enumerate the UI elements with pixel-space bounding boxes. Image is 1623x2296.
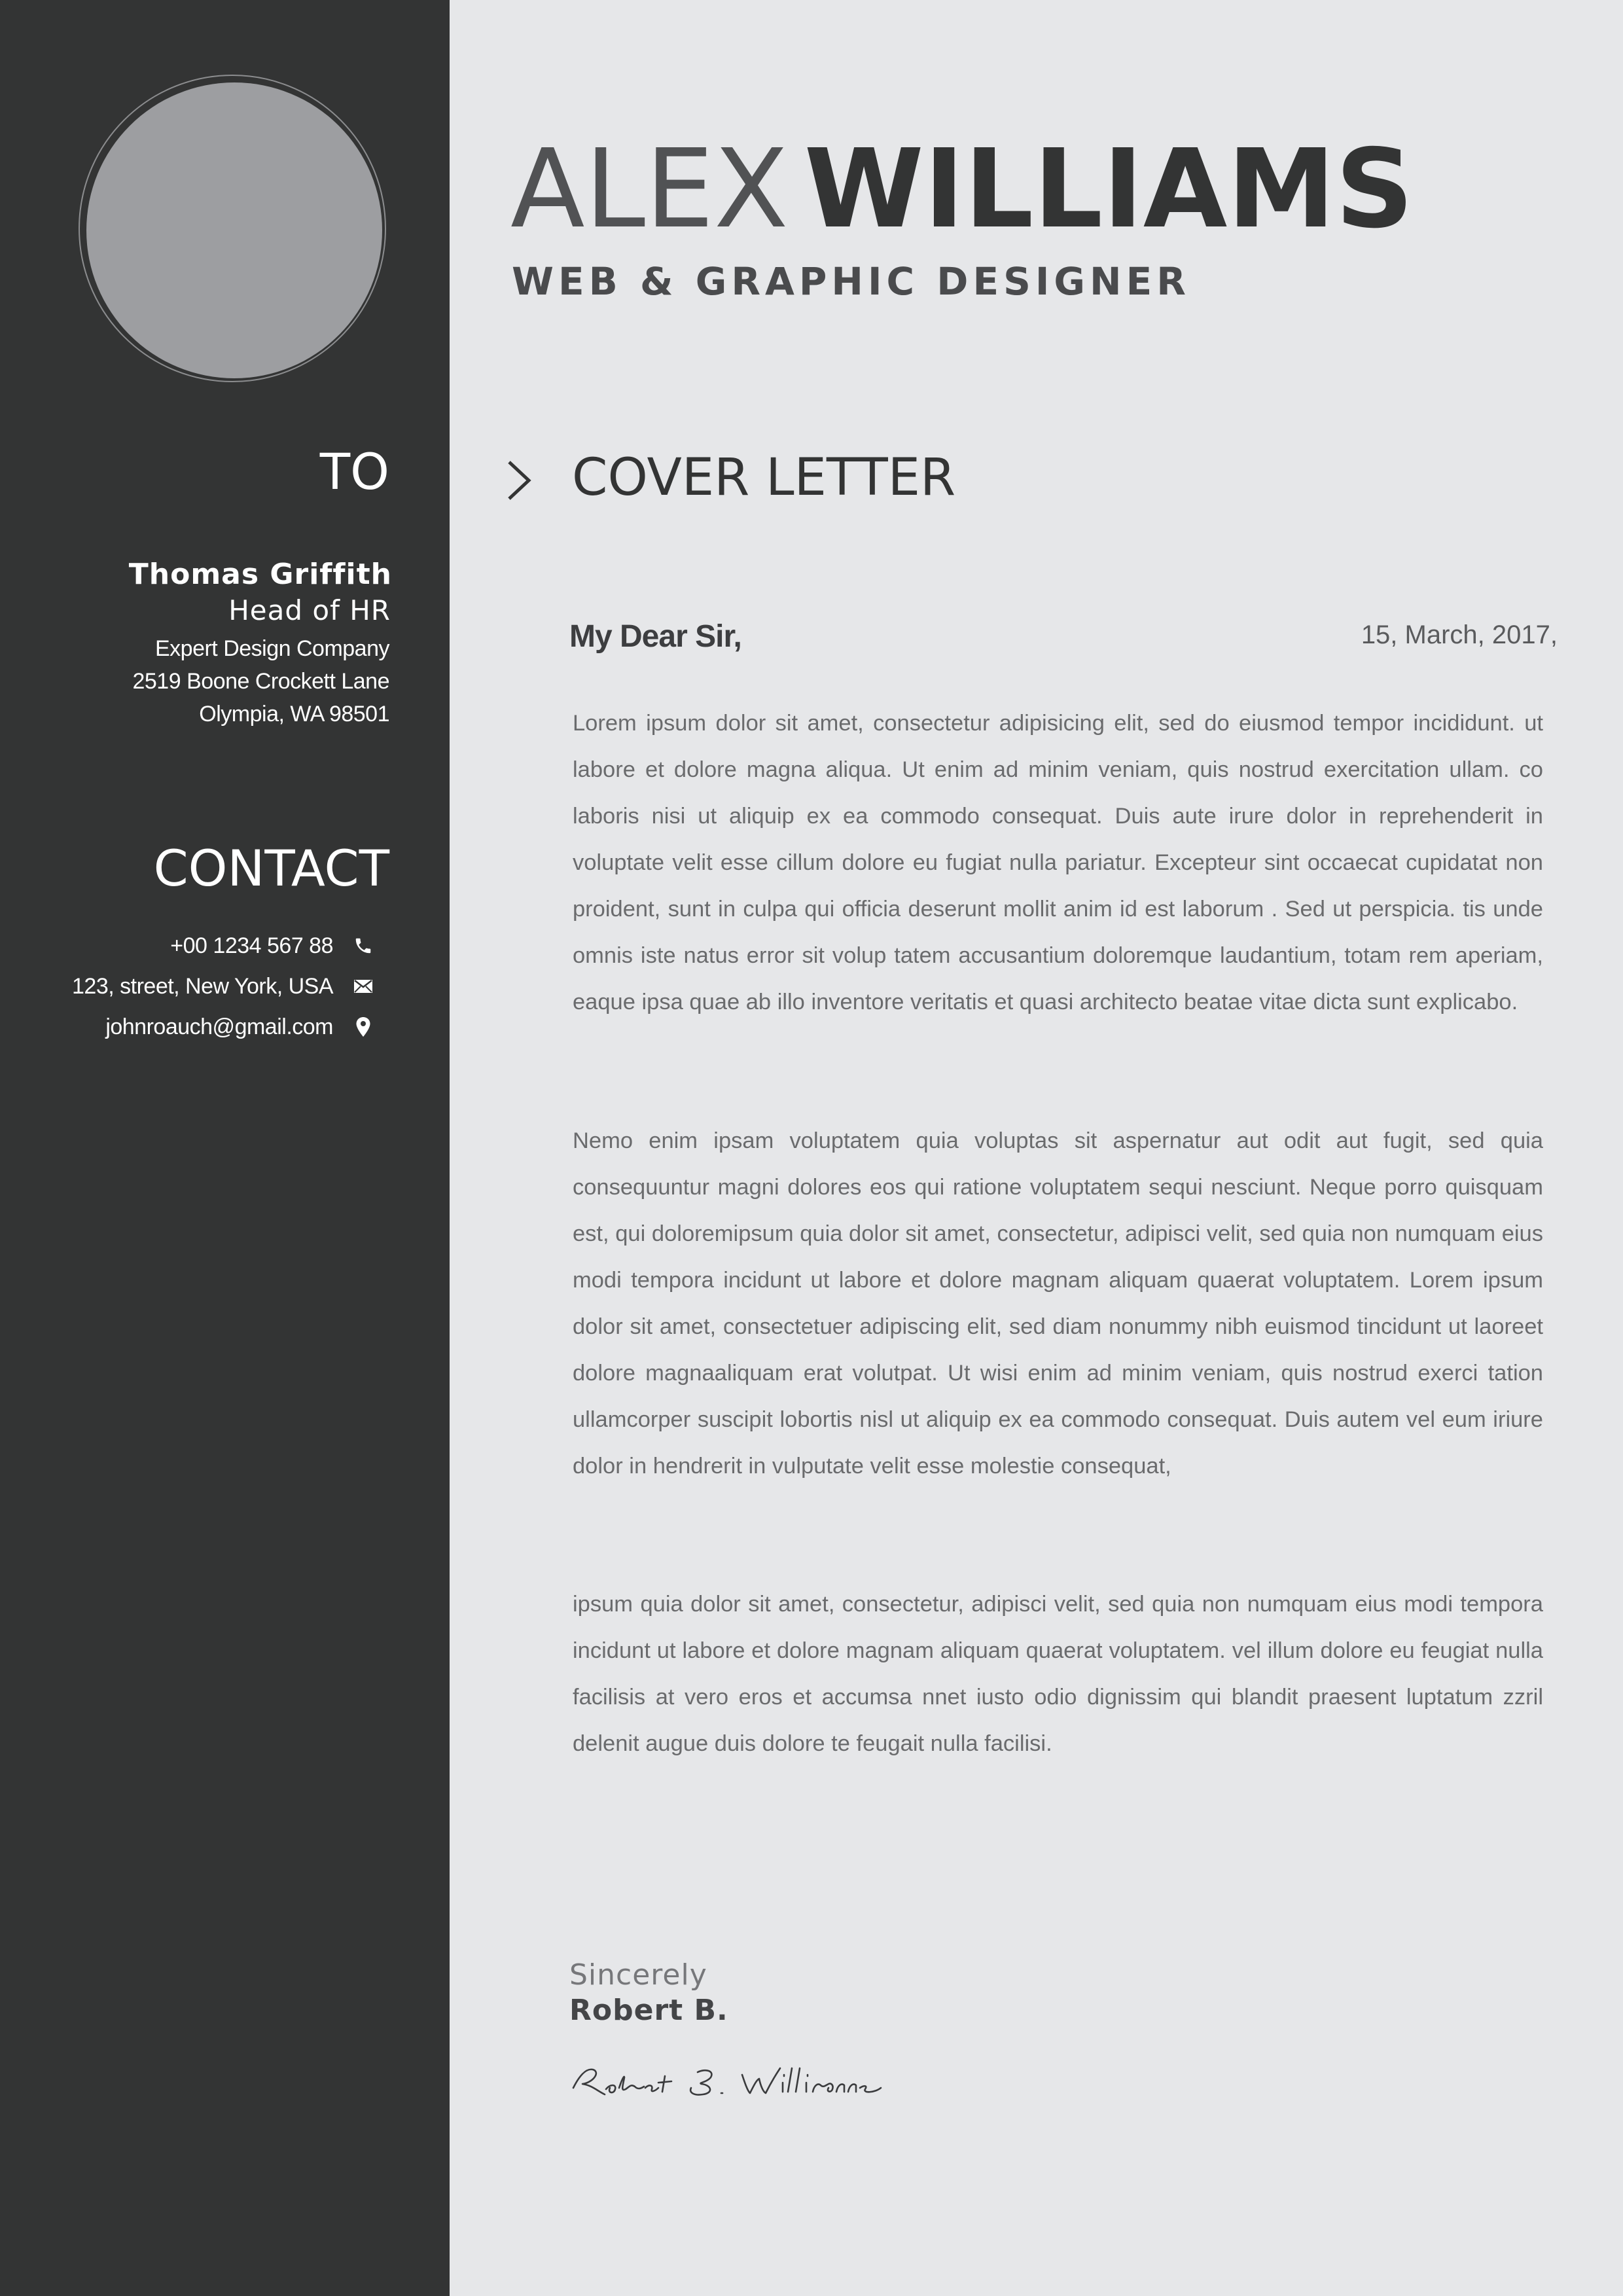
recipient-city: Olympia, WA 98501	[199, 702, 389, 726]
sidebar	[0, 0, 450, 2296]
contact-email	[105, 1007, 376, 1047]
applicant-first-name: ALEX	[510, 126, 789, 253]
letter-paragraph: ipsum quia dolor sit amet, consectetur, adipisci velit, sed quia non numquam eius modi tempora incidunt ut labore et dolore magnam aliquam quaerat voluptatem. vel illum dolore eu feugiat nulla facilisis at vero eros et accumsa nnet iusto odio dignissim qui blandit praesent luptatum zzril delenit augue duis dolore te feugait nulla facilisi.	[573, 1592, 1543, 1756]
contact-phone	[170, 925, 376, 966]
job-title: WEB & GRAPHIC DESIGNER	[512, 259, 1190, 304]
phone-icon	[350, 933, 376, 959]
recipient-street: 2519 Boone Crockett Lane	[132, 669, 389, 694]
section-title: COVER LETTER	[572, 448, 956, 507]
applicant-last-name: WILLIAMS	[804, 126, 1414, 253]
contact-phone-text: +00 1234 567 88	[170, 933, 333, 958]
envelope-icon	[350, 973, 376, 999]
contact-heading: CONTACT	[153, 839, 389, 897]
letter-paragraph: Lorem ipsum dolor sit amet, consectetur adipisicing elit, sed do eiusmod tempor incididunt. ut labore et dolore magna aliqua. Ut enim ad minim veniam, quis nostrud exercitation ullam. co laboris nisi ut aliquip ex ea commodo consequat. Duis aute irure dolor in reprehenderit in voluptate velit esse cillum dolore eu fugiat nulla pariatur. Excepteur sint occaecat cupidatat non proident, sunt in culpa qui officia deserunt mollit anim id est laborum . Sed ut perspicia. tis unde omnis iste natus error sit volup tatem accusantium doloremque laudantium, totam rem aperiam, eaque ipsa quae ab illo inventore veritatis et quasi architecto beatae vitae dicta sunt explicabo.	[573, 711, 1543, 1014]
letter-date: 15, March, 2017,	[1361, 620, 1558, 649]
applicant-name	[510, 124, 1414, 255]
letter-paragraph: Nemo enim ipsam voluptatem quia voluptas sit aspernatur aut odit aut fugit, sed quia consequuntur magni dolores eos qui ratione voluptatem sequi nesciunt. Neque porro quisquam est, qui doloremipsum quia dolor sit amet, consectetur, adipisci velit, sed quia non numquam eius modi tempora incidunt ut labore et dolore magnam aliquam quaerat voluptatem. Lorem ipsum dolor sit amet, consectetuer adipiscing elit, sed diam nonummy nibh euismod tincidunt ut laoreet dolore magnaaliquam erat volutpat. Ut wisi enim ad minim veniam, quis nostrud exerci tation ullamcorper suscipit lobortis nisl ut aliquip ex ea commodo consequat. Duis autem vel eum iriure dolor in hendrerit in vulputate velit esse molestie consequat,	[573, 1128, 1543, 1479]
to-heading: TO	[319, 442, 389, 501]
signer-name: Robert B.	[569, 1994, 728, 2027]
chevron-right-icon	[505, 458, 534, 503]
recipient-name: Thomas Griffith	[128, 558, 392, 591]
profile-photo	[86, 82, 382, 378]
handwritten-signature	[567, 2042, 887, 2114]
recipient-title: Head of HR	[228, 594, 391, 626]
recipient-company: Expert Design Company	[154, 636, 389, 661]
contact-address	[72, 966, 376, 1007]
location-pin-icon	[350, 1014, 376, 1040]
contact-address-text: 123, street, New York, USA	[72, 973, 333, 999]
letter-greeting: My Dear Sir,	[569, 619, 741, 654]
contact-email-text: johnroauch@gmail.com	[105, 1014, 333, 1039]
letter-closing: Sincerely	[569, 1958, 707, 1992]
